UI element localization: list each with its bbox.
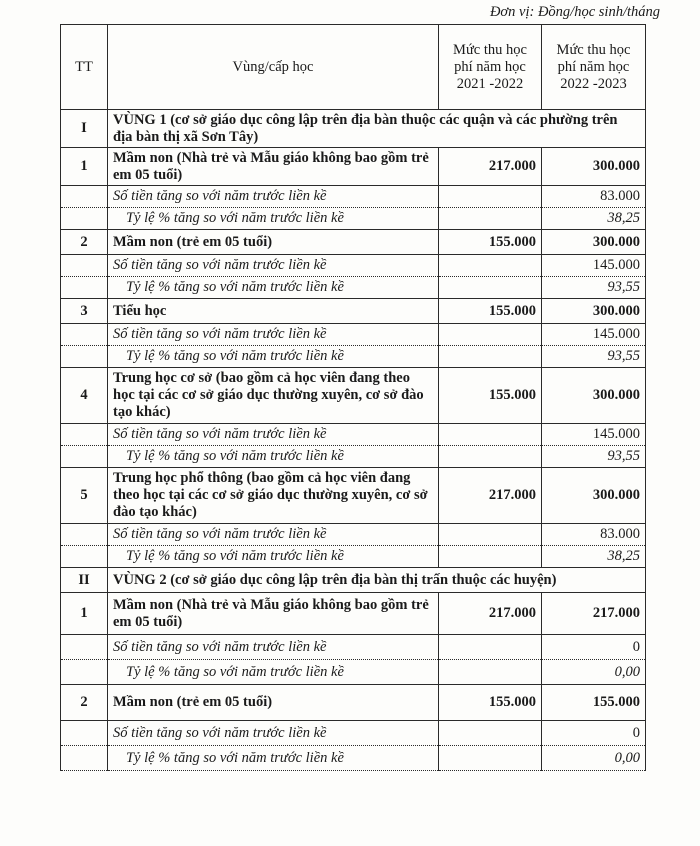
percent-row [61,346,646,368]
percent-value: 93,55 [542,346,646,368]
row-fee-2022: 155.000 [542,685,646,721]
increase-row [61,324,646,346]
percent-row [61,746,646,771]
increase-value: 145.000 [542,424,646,446]
increase-row [61,721,646,746]
unit-note: Đơn vị: Đồng/học sinh/tháng [489,4,660,20]
increase-value: 83.000 [542,524,646,546]
row-fee-2021: 155.000 [439,368,542,424]
increase-label: Số tiền tăng so với năm trước liền kề [108,424,439,446]
table-row [61,368,646,424]
row-tt: 3 [61,299,108,324]
table-row [61,148,646,186]
row-name: Mầm non (trẻ em 05 tuổi) [108,230,439,255]
percent-label: Tỷ lệ % tăng so với năm trước liền kề [108,446,439,468]
percent-row [61,660,646,685]
increase-row [61,424,646,446]
percent-value: 93,55 [542,446,646,468]
row-fee-2021: 155.000 [439,299,542,324]
row-name: Mầm non (trẻ em 05 tuổi) [108,685,439,721]
percent-value: 93,55 [542,277,646,299]
percent-label: Tỷ lệ % tăng so với năm trước liền kề [108,277,439,299]
percent-row [61,277,646,299]
header-fee-2021: Mức thu học phí năm học 2021 -2022 [439,25,542,110]
percent-label: Tỷ lệ % tăng so với năm trước liền kề [108,660,439,685]
increase-label: Số tiền tăng so với năm trước liền kề [108,186,439,208]
percent-label: Tỷ lệ % tăng so với năm trước liền kề [108,546,439,568]
row-fee-2022: 300.000 [542,299,646,324]
table-row [61,299,646,324]
region-row [61,110,646,148]
row-fee-2021: 217.000 [439,148,542,186]
row-tt: 5 [61,468,108,524]
increase-label: Số tiền tăng so với năm trước liền kề [108,635,439,660]
percent-value: 38,25 [542,546,646,568]
region-row [61,568,646,593]
row-fee-2022: 300.000 [542,230,646,255]
row-fee-2021: 217.000 [439,468,542,524]
percent-label: Tỷ lệ % tăng so với năm trước liền kề [108,346,439,368]
increase-label: Số tiền tăng so với năm trước liền kề [108,721,439,746]
increase-row [61,255,646,277]
increase-label: Số tiền tăng so với năm trước liền kề [108,324,439,346]
region-title: VÙNG 2 (cơ sở giáo dục công lập trên địa bàn thị trấn thuộc các huyện) [108,568,646,593]
increase-label: Số tiền tăng so với năm trước liền kề [108,255,439,277]
row-fee-2021: 155.000 [439,230,542,255]
table-header-row [61,25,646,110]
percent-value: 38,25 [542,208,646,230]
percent-value: 0,00 [542,746,646,771]
region-tt: I [61,110,108,148]
table-row [61,593,646,635]
increase-value: 145.000 [542,255,646,277]
percent-row [61,446,646,468]
row-tt: 4 [61,368,108,424]
row-tt: 1 [61,148,108,186]
increase-label: Số tiền tăng so với năm trước liền kề [108,524,439,546]
row-name: Tiểu học [108,299,439,324]
header-fee-2022: Mức thu học phí năm học 2022 -2023 [542,25,646,110]
row-name: Mầm non (Nhà trẻ và Mẫu giáo không bao gồm trẻ em 05 tuổi) [108,593,439,635]
table-row [61,468,646,524]
increase-row [61,186,646,208]
row-fee-2022: 300.000 [542,148,646,186]
table-row [61,230,646,255]
row-tt: 1 [61,593,108,635]
percent-row [61,546,646,568]
tuition-table [60,24,646,771]
row-fee-2021: 155.000 [439,685,542,721]
increase-value: 83.000 [542,186,646,208]
increase-row [61,635,646,660]
row-tt: 2 [61,685,108,721]
row-fee-2022: 300.000 [542,368,646,424]
row-fee-2022: 300.000 [542,468,646,524]
row-name: Trung học phổ thông (bao gồm cả học viên đang theo học tại các cơ sở giáo dục thường xuyên, cơ sở đào tạo khác) [108,468,439,524]
percent-label: Tỷ lệ % tăng so với năm trước liền kề [108,208,439,230]
header-level: Vùng/cấp học [108,25,439,110]
row-tt: 2 [61,230,108,255]
row-fee-2022: 217.000 [542,593,646,635]
region-title: VÙNG 1 (cơ sở giáo dục công lập trên địa bàn thuộc các quận và các phường trên địa bàn thị xã Sơn Tây) [108,110,646,148]
increase-value: 0 [542,721,646,746]
percent-row [61,208,646,230]
table-row [61,685,646,721]
header-tt: TT [61,25,108,110]
increase-value: 145.000 [542,324,646,346]
region-tt: II [61,568,108,593]
row-fee-2021: 217.000 [439,593,542,635]
row-name: Mầm non (Nhà trẻ và Mẫu giáo không bao gồm trẻ em 05 tuổi) [108,148,439,186]
row-name: Trung học cơ sở (bao gồm cả học viên đang theo học tại các cơ sở giáo dục thường xuyên, cơ sở đào tạo khác) [108,368,439,424]
percent-value: 0,00 [542,660,646,685]
increase-value: 0 [542,635,646,660]
increase-row [61,524,646,546]
percent-label: Tỷ lệ % tăng so với năm trước liền kề [108,746,439,771]
